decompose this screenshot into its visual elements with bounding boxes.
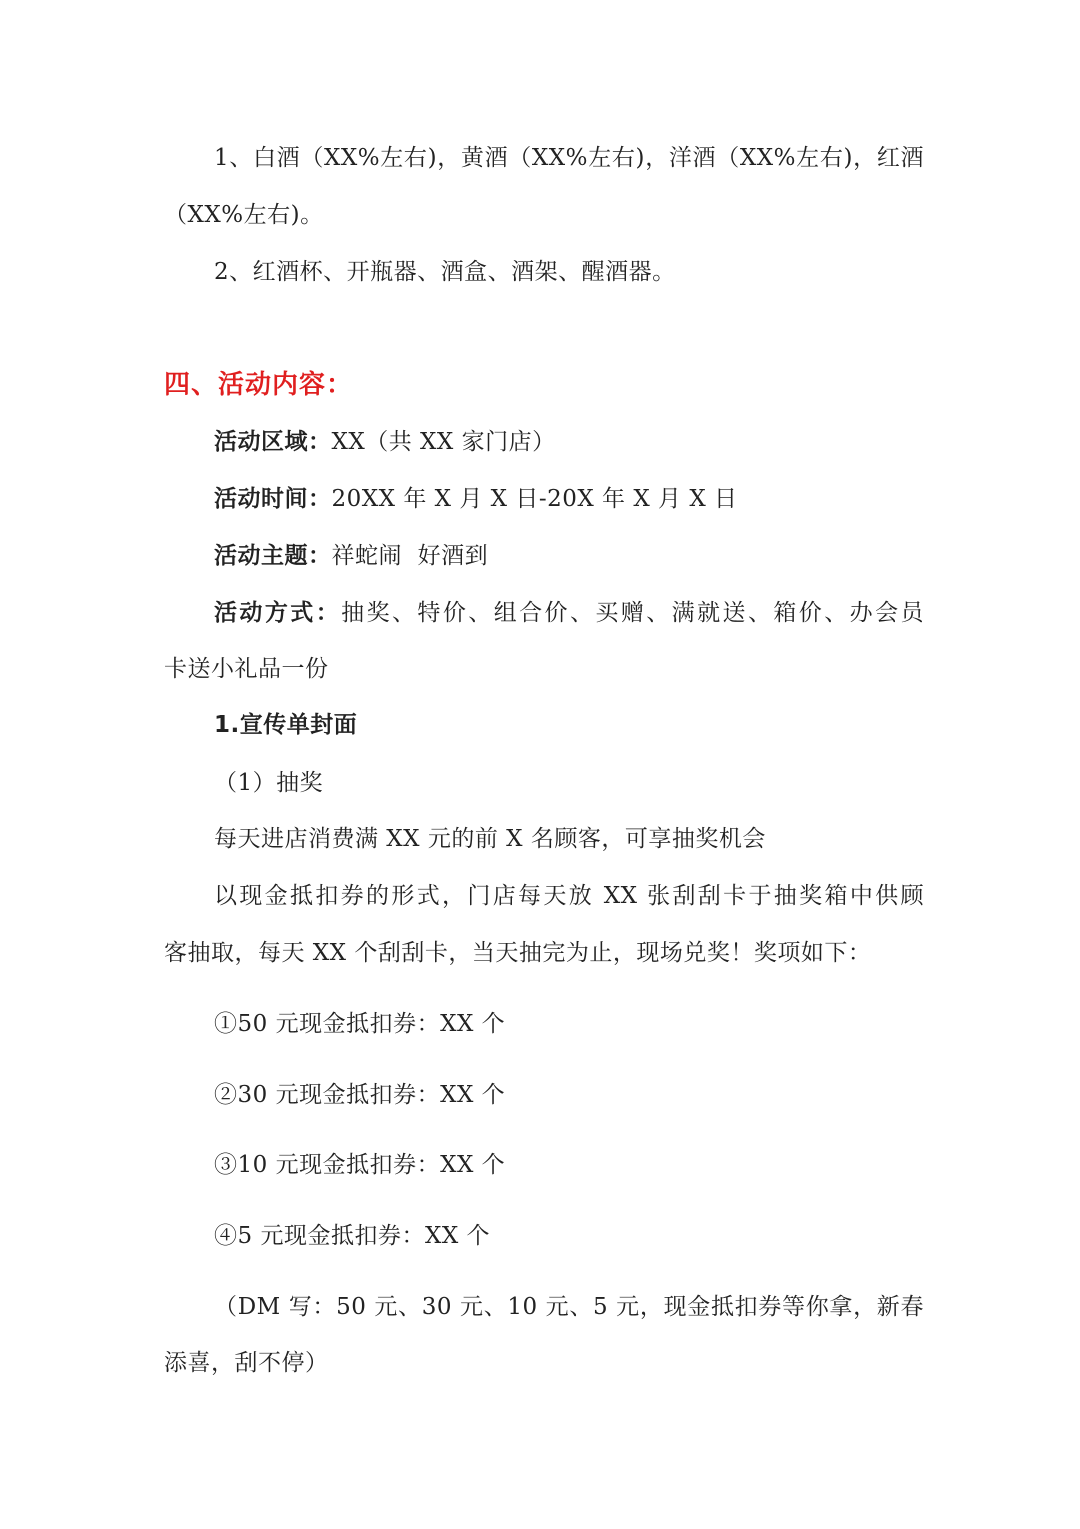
paragraph-lottery-condition: 每天进店消费满 XX 元的前 X 名顾客，可享抽奖机会: [214, 826, 766, 852]
list-item-1-line1: 1、白酒（XX%左右)，黄酒（XX%左右)，洋酒（XX%左右)，红酒: [214, 145, 924, 171]
activity-time: [214, 482, 924, 516]
activity-time-value: 20XX 年 X 月 X 日-20X 年 X 月 X 日: [331, 486, 738, 512]
activity-method-line2: 卡送小礼品一份: [164, 656, 329, 682]
section-title: 四、活动内容：: [164, 370, 354, 400]
activity-time-label: 活动时间：: [214, 486, 332, 512]
prize-item-3: ③10 元现金抵扣券：XX 个: [214, 1152, 506, 1178]
lottery-heading: （1）抽奖: [214, 770, 324, 796]
list-item-1-line2: （XX%左右)。: [164, 202, 324, 228]
prize-item-1: ①50 元现金抵扣券：XX 个: [214, 1011, 506, 1037]
activity-theme-label: 活动主题：: [214, 543, 332, 569]
sub-heading-flyer-cover: 1.宣传单封面: [214, 712, 358, 738]
dm-note-line2: 添喜，刮不停）: [164, 1350, 329, 1376]
paragraph-scratch-card-line1: 以现金抵扣券的形式，门店每天放 XX 张刮刮卡于抽奖箱中供顾: [214, 883, 924, 909]
activity-area-value: XX（共 XX 家门店）: [331, 429, 556, 455]
list-item-2: 2、红酒杯、开瓶器、酒盒、酒架、醒酒器。: [214, 259, 676, 285]
activity-method-label: 活动方式：: [214, 600, 342, 626]
paragraph-scratch-card-line2: 客抽取，每天 XX 个刮刮卡，当天抽完为止，现场兑奖！奖项如下：: [164, 940, 872, 966]
activity-area: [214, 425, 924, 459]
activity-method-value-line1: 抽奖、特价、组合价、买赠、满就送、箱价、办会员: [341, 600, 925, 626]
activity-area-label: 活动区域：: [214, 429, 332, 455]
dm-note-line1: （DM 写：50 元、30 元、10 元、5 元，现金抵扣券等你拿，新春: [214, 1294, 924, 1320]
prize-item-4: ④5 元现金抵扣券：XX 个: [214, 1223, 491, 1249]
activity-theme-value: 祥蛇闹 好酒到: [331, 543, 489, 569]
activity-method: [214, 596, 924, 630]
prize-item-2: ②30 元现金抵扣券：XX 个: [214, 1082, 506, 1108]
activity-theme: [214, 539, 924, 573]
